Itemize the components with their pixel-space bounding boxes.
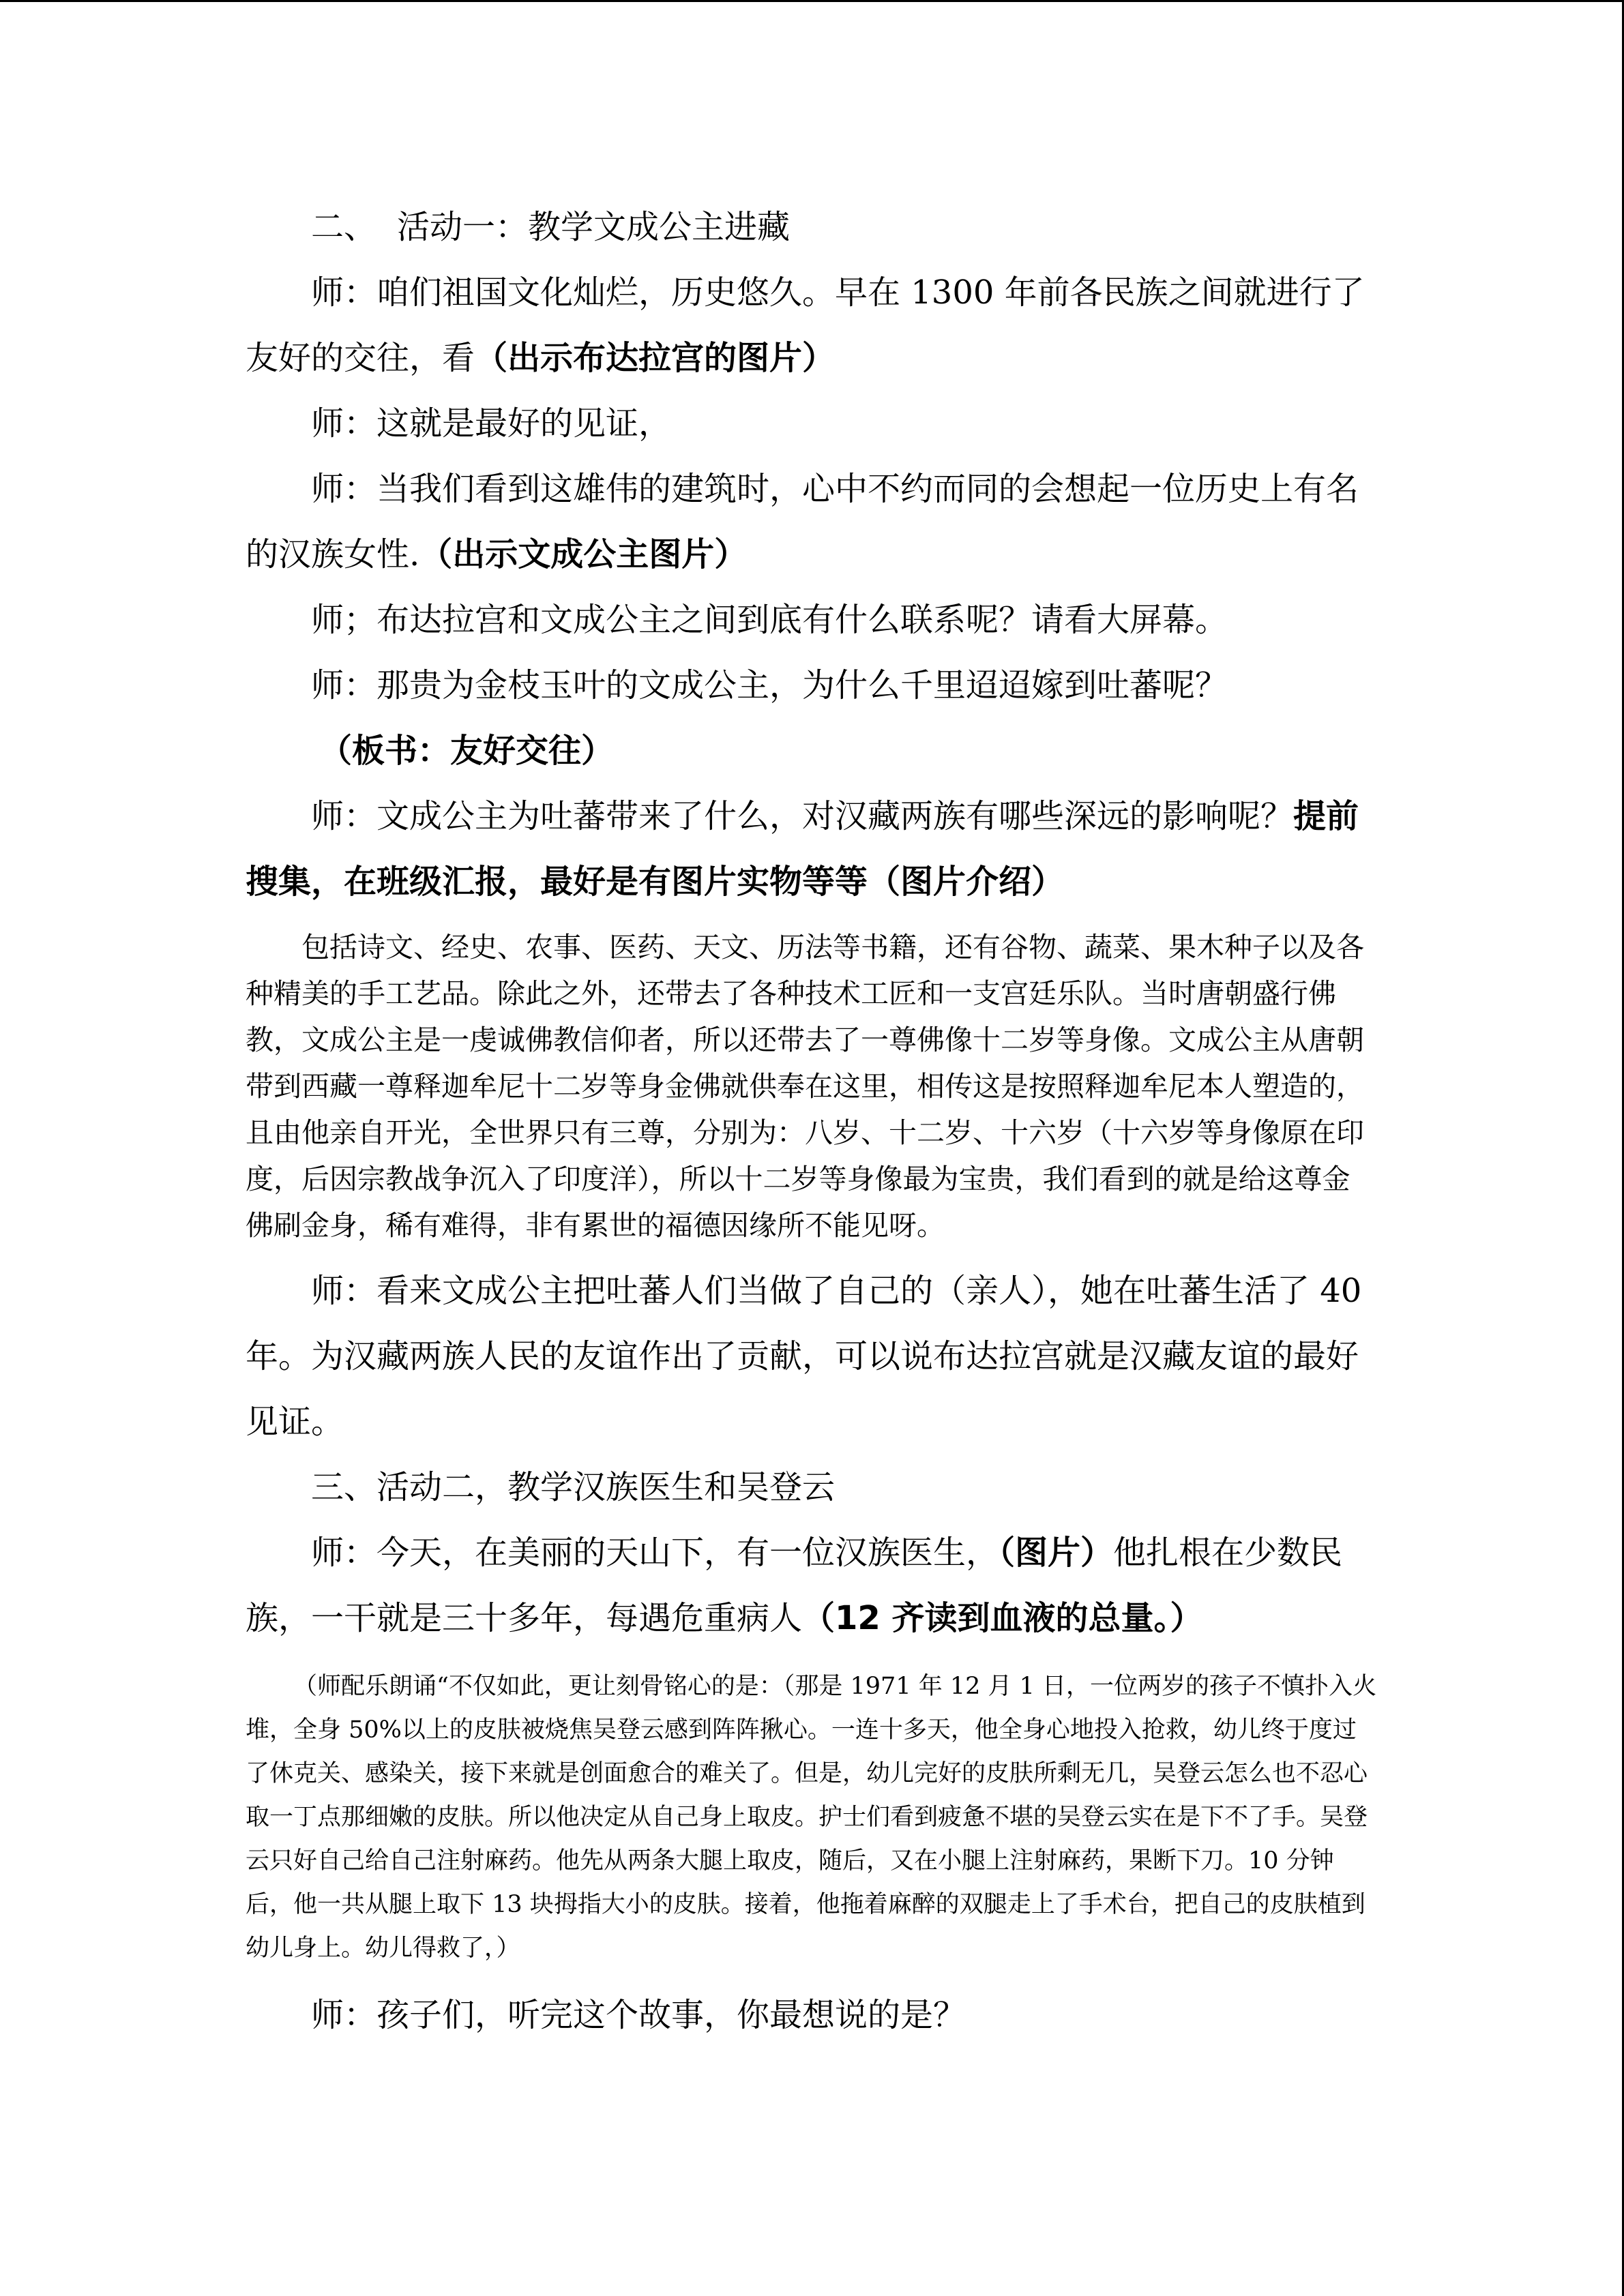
paragraph-recitation-story: （师配乐朗诵“不仅如此，更让刻骨铭心的是：（那是 1971 年 12 月 1 日，一位两岁的孩子不慎扑入火堆，全身 50%以上的皮肤被烧焦吴登云感到阵阵揪心。一连十多天，他全身心地投入抢救，幼儿终于度过了休克关、感染关，接下来就是创面愈合的难关了。但是，幼儿完好的皮肤所剩无几，吴登云怎么也不忍心取一丁点那细嫩的皮肤。所以他决定从自己身上取皮。护士们看到疲惫不堪的吴登云实在是下不了手。吴登云只好自己给自己注射麻药。他先从两条大腿上取皮，随后，又在小腿上注射麻药，果断下刀。10 分钟后，他一共从腿上取下 13 块拇指大小的皮肤。接着，他拖着麻醉的双腿走上了手术台，把自己的皮肤植到幼儿身上。幼儿得救了，） — [246, 1673, 1377, 1962]
section-heading-activity-1 — [246, 194, 1378, 260]
paragraph-han-doctor — [246, 1520, 1378, 1651]
paragraph-closing-question: 师：孩子们，听完这个故事，你最想说的是？ — [311, 1996, 966, 2034]
instruction-show-princess-image: （出示文成公主图片） — [419, 535, 748, 573]
paragraph-friendship-witness: 师：看来文成公主把吐蕃人们当做了自己的（亲人），她在吐蕃生活了 40 年。为汉藏两族人民的友谊作出了贡献，可以说布达拉宫就是汉藏友谊的最好见证。 — [246, 1272, 1362, 1441]
paragraph-influence-question — [246, 784, 1378, 914]
instruction-show-potala-image: （出示布达拉宫的图片） — [475, 339, 836, 377]
paragraph-text: 他扎根在少数民族，一干就是三十多年，每遇危重病人 — [246, 1534, 1343, 1637]
instruction-show-picture: （图片） — [999, 1534, 1114, 1572]
paragraph-text: 师：文成公主为吐蕃带来了什么，对汉藏两族有哪些深远的影响呢？ — [311, 797, 1294, 835]
paragraph-why-marry: 师：那贵为金枝玉叶的文成公主，为什么千里迢迢嫁到吐蕃呢？ — [311, 666, 1228, 704]
paragraph-text: 师：咱们祖国文化灿烂，历史悠久。早在 1300 年前各民族之间就进行了友好的交往，看 — [246, 273, 1365, 377]
section-number: 二、 — [311, 208, 377, 246]
instruction-collect-report: 提前搜集，在班级汇报，最好是有图片实物等等（图片介绍） — [246, 797, 1359, 901]
paragraph-dowry-description: 包括诗文、经史、农事、医药、天文、历法等书籍，还有谷物、蔬菜、果木种子以及各种精美的手工艺品。除此之外，还带去了各种技术工匠和一支宫廷乐队。当时唐朝盛行佛教，文成公主是一虔诚佛教信仰者，所以还带去了一尊佛像十二岁等身像。文成公主从唐朝带到西藏一尊释迦牟尼十二岁等身金佛就供奉在这里，相传这是按照释迦牟尼本人塑造的，且由他亲自开光，全世界只有三尊，分别为：八岁、十二岁、十六岁（十六岁等身像原在印度，后因宗教战争沉入了印度洋），所以十二岁等身像最为宝贵，我们看到的就是给这尊金佛刷金身，稀有难得，非有累世的福德因缘所不能见呀。 — [246, 931, 1364, 1242]
blackboard-note-friendly-exchange: （板书：友好交往） — [319, 732, 615, 770]
section-title: 活动一：教学文成公主进藏 — [397, 208, 791, 246]
instruction-read-aloud: （12 齐读到血液的总量。） — [802, 1599, 1203, 1637]
paragraph-connection-question: 师；布达拉宫和文成公主之间到底有什么联系呢？请看大屏幕。 — [311, 601, 1228, 639]
page-border-top — [0, 0, 1624, 2]
paragraph-ancient-exchange — [246, 260, 1378, 391]
paragraph-han-woman — [246, 456, 1378, 587]
document-body — [246, 194, 1378, 2048]
paragraph-text: 师：当我们看到这雄伟的建筑时，心中不约而同的会想起一位历史上有名的汉族女性. — [246, 470, 1359, 573]
section-heading-activity-2: 三、活动二，教学汉族医生和吴登云 — [311, 1468, 836, 1506]
paragraph-text: 师：今天，在美丽的天山下，有一位汉族医生， — [311, 1534, 999, 1572]
paragraph-best-witness: 师：这就是最好的见证， — [311, 404, 672, 443]
